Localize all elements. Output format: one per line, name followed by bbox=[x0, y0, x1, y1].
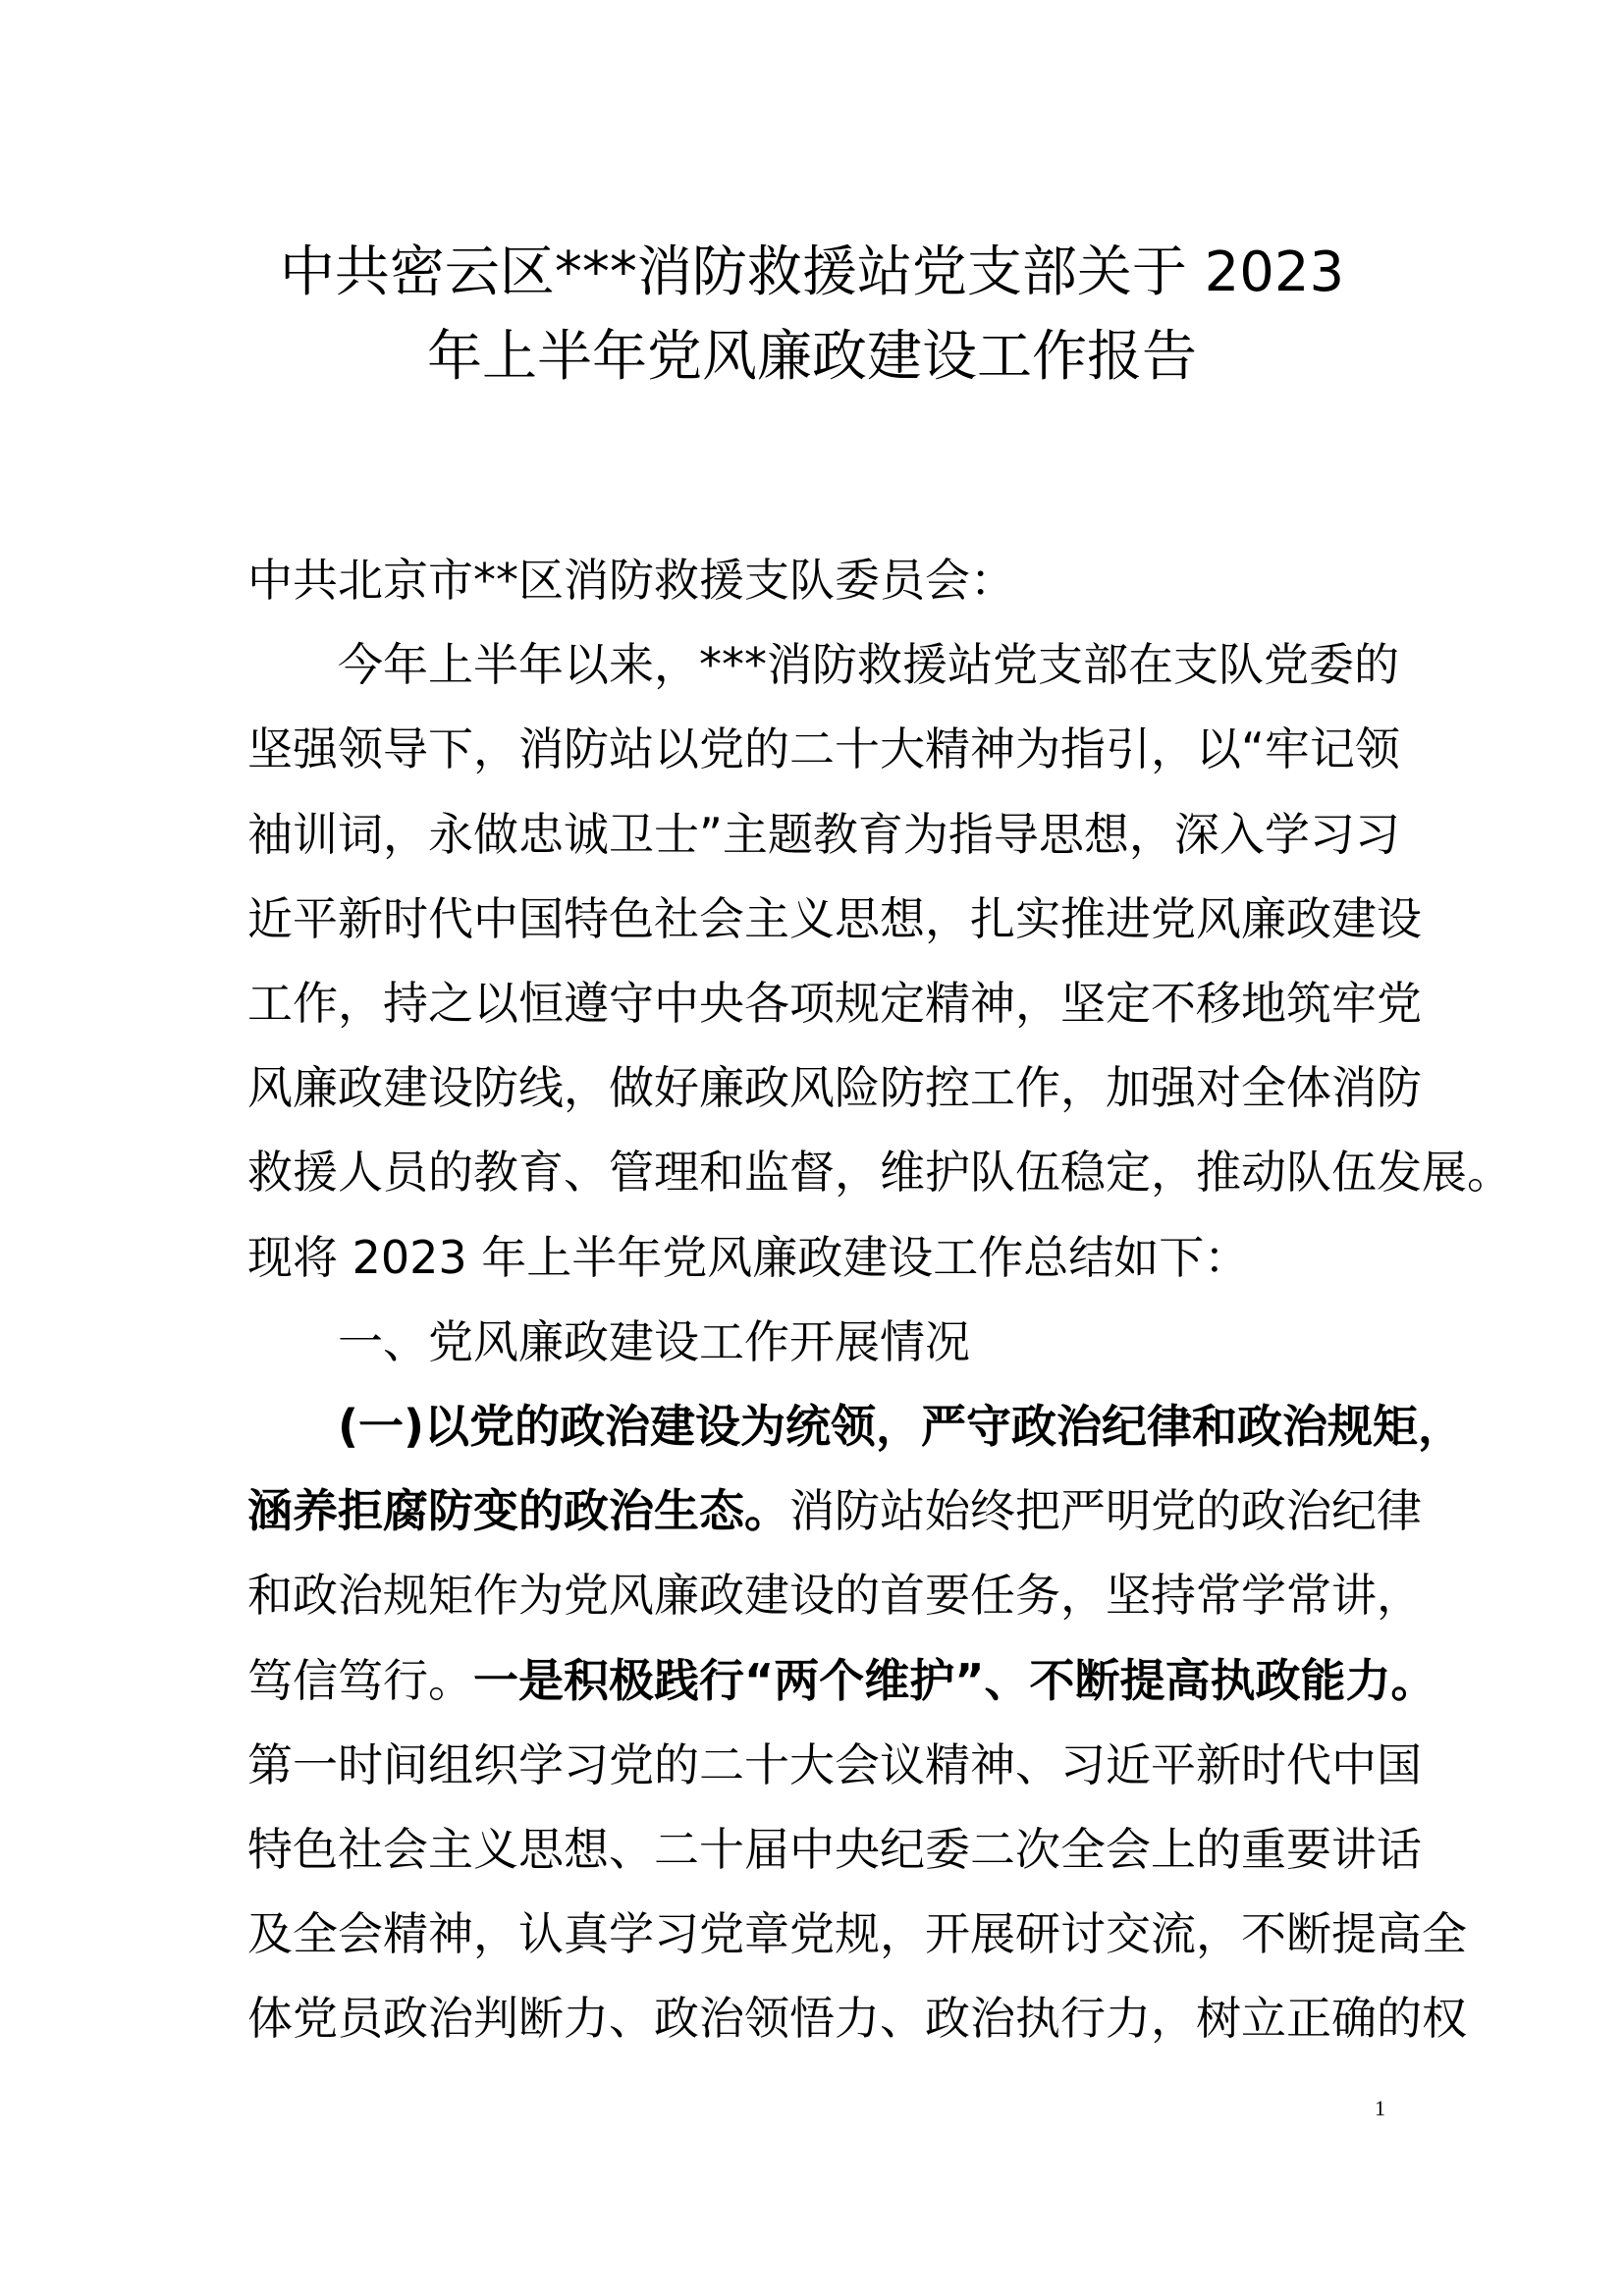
body-text: 第一时间组织学习党的二十大会议精神、习近平新时代中国 bbox=[247, 1737, 1422, 1791]
body-line bbox=[247, 1553, 1422, 1637]
body-line bbox=[247, 538, 1386, 622]
bold-text: (一)以党的政治建设为统领，严守政治纪律和政治规矩， bbox=[338, 1400, 1464, 1453]
body-line bbox=[247, 1892, 1467, 1976]
body-text: 现将 2023 年上半年党风廉政建设工作总结如下： bbox=[247, 1230, 1250, 1284]
body-text: 特色社会主义思想、二十届中央纪委二次全会上的重要讲话 bbox=[247, 1823, 1422, 1876]
body-line bbox=[247, 1468, 1422, 1553]
body-text: 工作，持之以恒遵守中央各项规定精神，坚定不移地筑牢党 bbox=[247, 977, 1422, 1030]
bold-text: 涵养拒腐防变的政治生态。 bbox=[247, 1484, 789, 1538]
body-text: 及全会精神，认真学习党章党规，开展研讨交流，不断提高全 bbox=[247, 1907, 1467, 1961]
body-text: 救援人员的教育、管理和监督，维护队伍稳定，推动队伍发展。 bbox=[247, 1146, 1512, 1200]
body-text: 体党员政治判断力、政治领悟力、政治执行力，树立正确的权 bbox=[247, 1992, 1467, 2046]
body-line bbox=[247, 1300, 1386, 1384]
bold-text: 一是积极践行“两个维护”、不断提高执政能力。 bbox=[473, 1653, 1436, 1707]
body-text: 消防站始终把严明党的政治纪律 bbox=[789, 1484, 1422, 1538]
body-line bbox=[247, 1215, 1386, 1300]
page-number: 1 bbox=[1375, 2096, 1385, 2120]
body-text: 袖训词，永做忠诚卫士”主题教育为指导思想，深入学习习 bbox=[247, 807, 1400, 861]
body-line bbox=[247, 877, 1422, 961]
body-line bbox=[247, 1976, 1467, 2060]
body-text: 一、党风廉政建设工作开展情况 bbox=[338, 1314, 970, 1368]
body-text: 坚强领导下，消防站以党的二十大精神为指引，以“牢记领 bbox=[247, 722, 1400, 776]
body-text: 中共北京市**区消防救援支队委员会： bbox=[247, 554, 1015, 607]
document-title-line-1: 中共密云区***消防救援站党支部关于 2023 bbox=[279, 240, 1345, 304]
body-line bbox=[247, 1130, 1512, 1214]
body-text: 笃信笃行。 bbox=[247, 1653, 473, 1707]
body-text: 今年上半年以来，***消防救援站党支部在支队党委的 bbox=[338, 638, 1399, 692]
document-title-line-2: 年上半年党风廉政建设工作报告 bbox=[427, 325, 1197, 389]
body-line bbox=[247, 1723, 1422, 1807]
body-text: 和政治规矩作为党风廉政建设的首要任务，坚持常学常讲， bbox=[247, 1569, 1422, 1623]
body-line bbox=[247, 1638, 1436, 1723]
body-text: 近平新时代中国特色社会主义思想，扎实推进党风廉政建设 bbox=[247, 891, 1422, 945]
body-line bbox=[247, 1807, 1422, 1892]
body-line bbox=[247, 622, 1399, 707]
body-line bbox=[247, 707, 1400, 791]
body-line bbox=[247, 792, 1400, 877]
body-line bbox=[247, 1045, 1422, 1130]
body-line bbox=[247, 961, 1422, 1045]
body-text: 风廉政建设防线，做好廉政风险防控工作，加强对全体消防 bbox=[247, 1061, 1422, 1115]
body-line bbox=[247, 1384, 1464, 1468]
